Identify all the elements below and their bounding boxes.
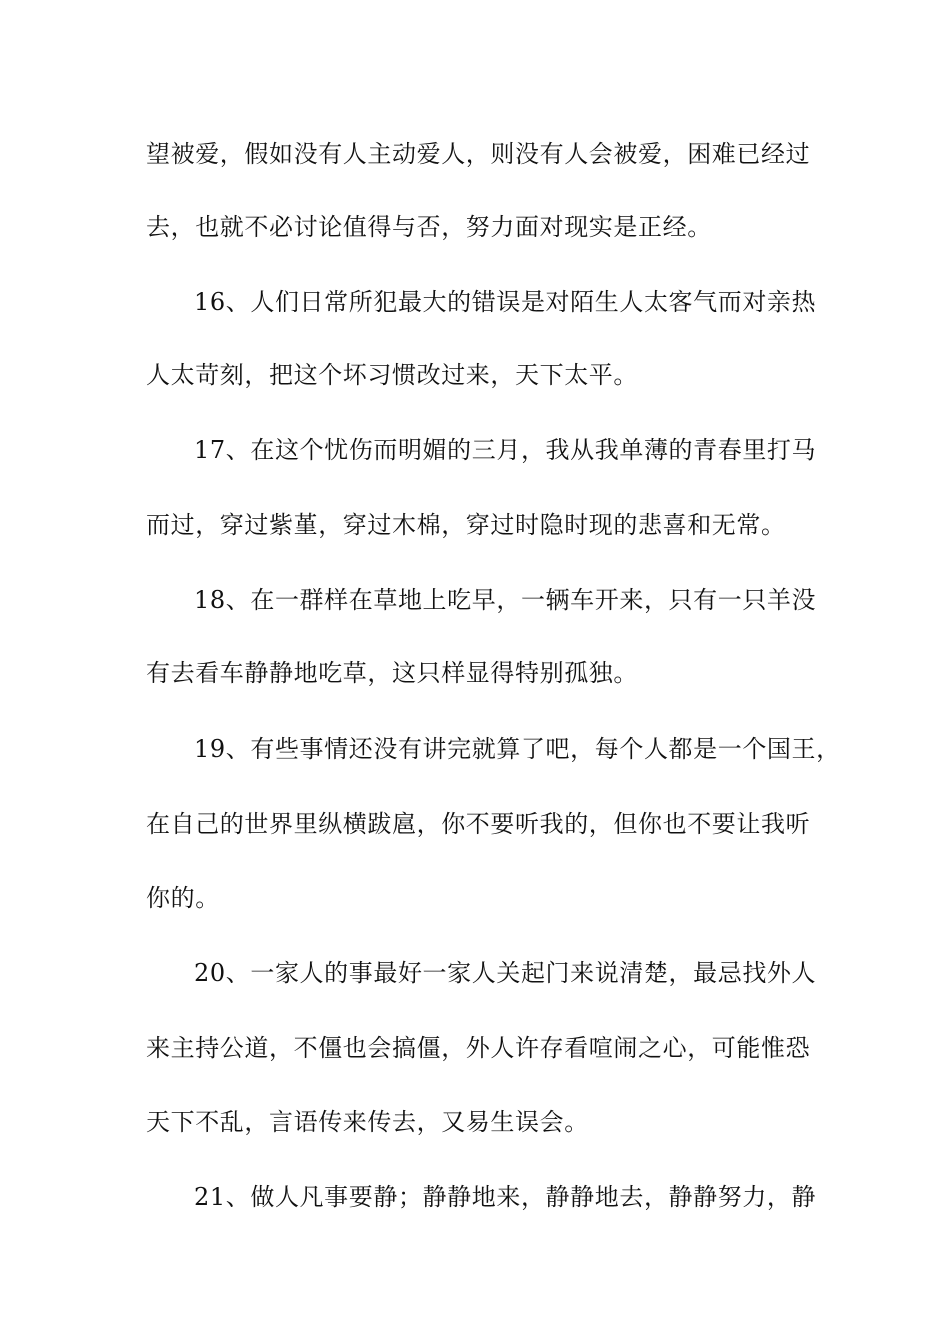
text-line: 有去看车静静地吃草，这只样显得特别孤独。: [146, 659, 638, 687]
paragraph-18-start: 18、在一群样在草地上吃早，一辆车开来，只有一只羊没: [194, 586, 817, 614]
text-line: 天下不乱，言语传来传去，又易生误会。: [146, 1108, 589, 1136]
text-line: 人太苛刻，把这个坏习惯改过来，天下太平。: [146, 361, 638, 389]
paragraph-20-start: 20、一家人的事最好一家人关起门来说清楚，最忌找外人: [194, 959, 817, 987]
paragraph-19-start: 19、有些事情还没有讲完就算了吧，每个人都是一个国王，: [194, 735, 841, 763]
text-line: 来主持公道，不僵也会搞僵，外人许存看喧闹之心，可能惟恐: [146, 1034, 811, 1062]
text-line: 在自己的世界里纵横跋扈，你不要听我的，但你也不要让我听: [146, 810, 811, 838]
paragraph-16-start: 16、人们日常所犯最大的错误是对陌生人太客气而对亲热: [194, 288, 817, 316]
text-line: 而过，穿过紫堇，穿过木棉，穿过时隐时现的悲喜和无常。: [146, 511, 786, 539]
text-line: 去，也就不必讨论值得与否，努力面对现实是正经。: [146, 213, 712, 241]
text-line: 你的。: [146, 884, 220, 912]
paragraph-21-start: 21、做人凡事要静；静静地来，静静地去，静静努力，静: [194, 1183, 817, 1211]
text-line: 望被爱，假如没有人主动爱人，则没有人会被爱，困难已经过: [146, 140, 811, 168]
paragraph-17-start: 17、在这个忧伤而明媚的三月，我从我单薄的青春里打马: [194, 436, 817, 464]
